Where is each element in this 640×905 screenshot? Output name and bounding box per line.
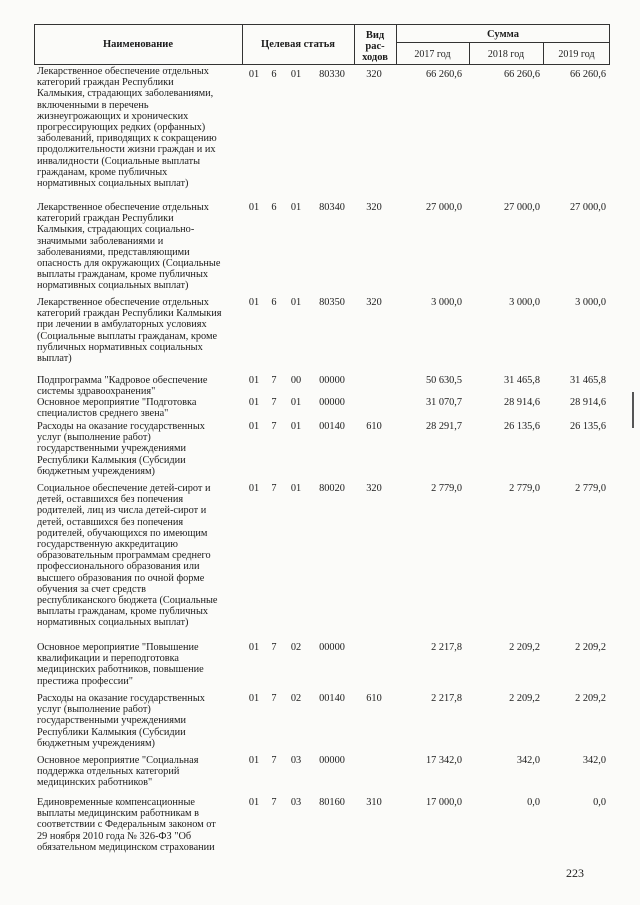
row-expense-type: 610	[366, 421, 382, 432]
row-sum-2019: 28 914,6	[569, 397, 606, 408]
row-program: 01	[248, 693, 260, 704]
row-activity: 02	[290, 642, 302, 653]
row-activity: 01	[290, 421, 302, 432]
row-subprogram: 7	[271, 397, 277, 408]
row-sum-2018: 342,0	[516, 755, 540, 766]
row-sum-2019: 0,0	[593, 797, 606, 808]
row-direction: 80160	[319, 797, 345, 808]
row-program: 01	[248, 69, 260, 80]
scan-mark	[632, 392, 634, 428]
row-name: Подпрограмма "Кадровое обеспечение системы здравоохранения"	[37, 375, 208, 398]
row-subprogram: 6	[271, 202, 277, 213]
row-expense-type: 610	[366, 693, 382, 704]
row-expense-type: 320	[366, 483, 382, 494]
row-program: 01	[248, 483, 260, 494]
row-sum-2018: 26 135,6	[503, 421, 540, 432]
row-name: Лекарственное обеспечение отдельных категорий граждан Республики Калмыкия, страдающих заболеваниями, включенными в перечень жизнеугрожающих и хронических прогрессирующих редких (орфанных) заболеваний, приводящих к сокращению продолжительности жизни граждан и их инвалидности (Социальные выплаты гражданам, кроме публичных нормативных социальных выплат)	[37, 66, 217, 190]
row-sum-2017: 17 342,0	[425, 755, 462, 766]
row-name: Расходы на оказание государственных услуг (выполнение работ) государственными учреждениями Республики Калмыкия (Субсидии бюджетным учреждениям)	[37, 421, 205, 477]
row-sum-2018: 66 260,6	[503, 69, 540, 80]
row-sum-2019: 3 000,0	[575, 297, 606, 308]
row-subprogram: 7	[271, 483, 277, 494]
header-sum: Сумма	[487, 29, 519, 40]
row-name: Расходы на оказание государственных услуг (выполнение работ) государственными учреждениями Республики Калмыкия (Субсидии бюджетным учреждениям)	[37, 693, 205, 749]
row-sum-2018: 2 779,0	[509, 483, 540, 494]
row-expense-type: 320	[366, 69, 382, 80]
row-sum-2018: 31 465,8	[503, 375, 540, 386]
row-sum-2017: 50 630,5	[425, 375, 462, 386]
row-direction: 00000	[319, 375, 345, 386]
row-subprogram: 7	[271, 375, 277, 386]
row-direction: 00140	[319, 693, 345, 704]
row-sum-2017: 2 217,8	[431, 693, 462, 704]
row-direction: 00140	[319, 421, 345, 432]
row-subprogram: 6	[271, 297, 277, 308]
row-sum-2017: 17 000,0	[425, 797, 462, 808]
header-2018: 2018 год	[487, 49, 525, 60]
row-sum-2019: 2 779,0	[575, 483, 606, 494]
row-sum-2018: 27 000,0	[503, 202, 540, 213]
row-direction: 00000	[319, 642, 345, 653]
row-subprogram: 7	[271, 755, 277, 766]
row-subprogram: 7	[271, 693, 277, 704]
header-divider	[396, 42, 610, 43]
row-sum-2018: 2 209,2	[509, 693, 540, 704]
row-program: 01	[248, 297, 260, 308]
row-sum-2019: 2 209,2	[575, 642, 606, 653]
row-activity: 01	[290, 297, 302, 308]
row-activity: 01	[290, 397, 302, 408]
row-subprogram: 7	[271, 642, 277, 653]
row-sum-2017: 66 260,6	[425, 69, 462, 80]
row-expense-type: 310	[366, 797, 382, 808]
row-activity: 00	[290, 375, 302, 386]
row-sum-2018: 3 000,0	[509, 297, 540, 308]
row-sum-2019: 26 135,6	[569, 421, 606, 432]
page-number: 223	[566, 866, 584, 880]
header-2019: 2019 год	[558, 49, 595, 60]
row-name: Основное мероприятие "Повышение квалификации и переподготовка медицинских работников, повышение престижа профессии"	[37, 642, 204, 687]
row-name: Основное мероприятие "Подготовка специалистов среднего звена"	[37, 397, 197, 420]
row-subprogram: 7	[271, 421, 277, 432]
row-name: Социальное обеспечение детей-сирот и детей, оставшихся без попечения родителей, лиц из числа детей-сирот и детей, оставшихся без попечения родителей, обучающихся по имеющим государственную аккредитацию образовательным программам среднего профессионального образования или высшего образования по очной форме обучения за счет средств республиканского бюджета (Социальные выплаты гражданам, кроме публичных нормативных социальных выплат)	[37, 483, 218, 629]
row-activity: 02	[290, 693, 302, 704]
row-name: Единовременные компенсационные выплаты медицинским работникам в соответствии с Федеральным законом от 29 ноября 2010 года № 326-ФЗ "Об обязательном медицинском страховании	[37, 797, 216, 853]
header-divider	[354, 24, 355, 65]
row-sum-2017: 28 291,7	[425, 421, 462, 432]
row-activity: 01	[290, 483, 302, 494]
header-name: Наименование	[103, 39, 173, 50]
row-direction: 80020	[319, 483, 345, 494]
row-sum-2017: 27 000,0	[425, 202, 462, 213]
row-activity: 01	[290, 69, 302, 80]
row-subprogram: 6	[271, 69, 277, 80]
row-program: 01	[248, 755, 260, 766]
row-subprogram: 7	[271, 797, 277, 808]
row-program: 01	[248, 797, 260, 808]
row-sum-2019: 342,0	[582, 755, 606, 766]
row-activity: 01	[290, 202, 302, 213]
row-direction: 80330	[319, 69, 345, 80]
row-sum-2019: 66 260,6	[569, 69, 606, 80]
row-expense-type: 320	[366, 202, 382, 213]
header-2017: 2017 год	[414, 49, 451, 60]
row-activity: 03	[290, 797, 302, 808]
row-expense-type: 320	[366, 297, 382, 308]
row-sum-2018: 28 914,6	[503, 397, 540, 408]
row-program: 01	[248, 375, 260, 386]
row-direction: 00000	[319, 755, 345, 766]
row-direction: 00000	[319, 397, 345, 408]
row-name: Лекарственное обеспечение отдельных категорий граждан Республики Калмыкия, страдающих социально- значимыми заболеваниями и заболеваниями, представляющими опасность для окружающих (Социальные выплаты гражданам, кроме публичных нормативных социальных выплат)	[37, 202, 221, 292]
row-program: 01	[248, 642, 260, 653]
row-sum-2019: 2 209,2	[575, 693, 606, 704]
row-program: 01	[248, 397, 260, 408]
row-sum-2017: 3 000,0	[431, 297, 462, 308]
row-sum-2017: 2 779,0	[431, 483, 462, 494]
row-sum-2017: 2 217,8	[431, 642, 462, 653]
row-direction: 80350	[319, 297, 345, 308]
header-target: Целевая статья	[261, 39, 335, 50]
row-sum-2018: 0,0	[527, 797, 540, 808]
row-name: Лекарственное обеспечение отдельных категорий граждан Республики Калмыкия при лечении в амбулаторных условиях (Социальные выплаты гражданам, кроме публичных нормативных социальных выплат)	[37, 297, 222, 365]
row-direction: 80340	[319, 202, 345, 213]
header-vid: Вид рас- ходов	[362, 30, 388, 63]
row-sum-2019: 27 000,0	[569, 202, 606, 213]
row-activity: 03	[290, 755, 302, 766]
row-name: Основное мероприятие "Социальная поддержка отдельных категорий медицинских работников"	[37, 755, 199, 789]
row-sum-2017: 31 070,7	[425, 397, 462, 408]
row-sum-2019: 31 465,8	[569, 375, 606, 386]
row-program: 01	[248, 202, 260, 213]
row-sum-2018: 2 209,2	[509, 642, 540, 653]
row-program: 01	[248, 421, 260, 432]
